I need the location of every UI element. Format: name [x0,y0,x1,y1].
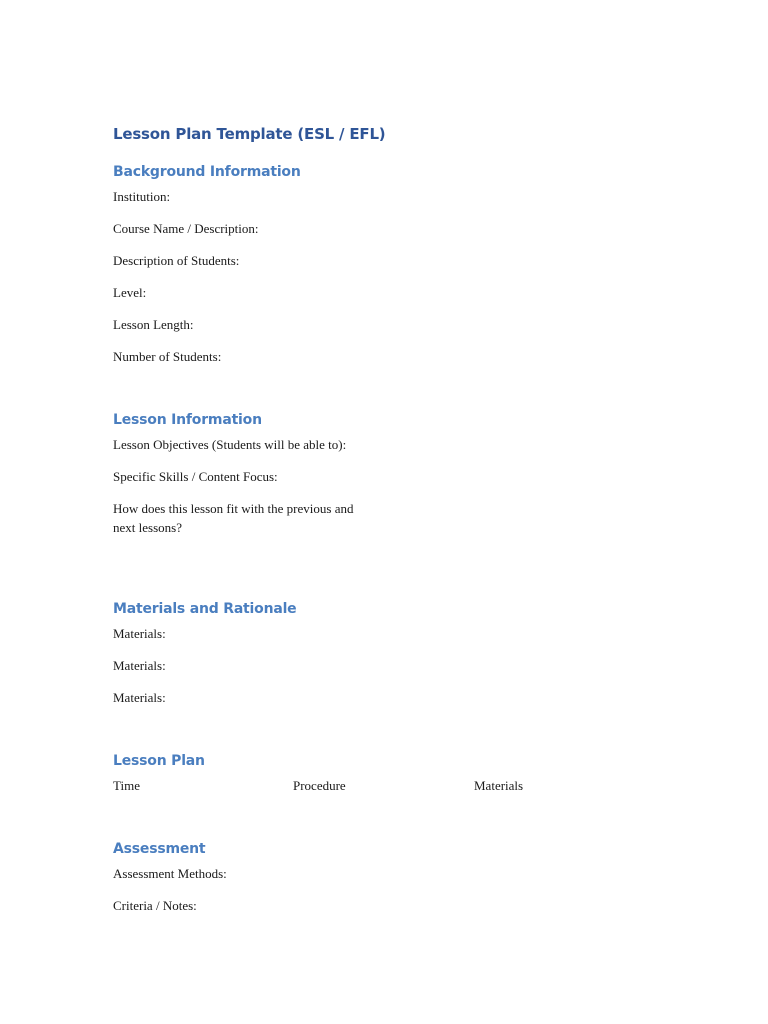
student-description-field-label: Description of Students: [113,253,240,268]
materials-column-header: Materials [474,778,524,793]
background-information-section [113,163,673,379]
lesson-plan-heading: Lesson Plan [113,753,205,769]
assessment-heading: Assessment [113,841,206,857]
materials-field-label: Materials: [113,690,166,705]
number-of-students-field-label: Number of Students: [113,349,222,364]
lesson-objectives-field-label: Lesson Objectives (Students will be able to): [113,437,347,452]
materials-field-label: Materials: [113,658,166,673]
procedure-column-header: Procedure [293,778,346,793]
course-name-field-label: Course Name / Description: [113,221,259,236]
criteria-notes-field-label: Criteria / Notes: [113,898,197,913]
institution-field-label: Institution: [113,189,171,204]
document-title: Lesson Plan Template (ESL / EFL) [113,125,386,143]
skills-content-focus-field-label: Specific Skills / Content Focus: [113,469,278,484]
lesson-length-field-label: Lesson Length: [113,317,194,332]
time-column-header: Time [113,778,140,793]
lesson-plan-column-headers [113,776,673,795]
level-field-label: Level: [113,285,147,300]
background-information-heading: Background Information [113,164,301,180]
materials-rationale-heading: Materials and Rationale [113,601,297,617]
assessment-section [113,840,673,928]
assessment-methods-field-label: Assessment Methods: [113,866,227,881]
materials-rationale-section [113,600,673,720]
lesson-fit-field-label: How does this lesson fit with the previous and next lessons? [113,501,354,535]
materials-field-label: Materials: [113,626,166,641]
lesson-plan-section [113,752,673,795]
lesson-information-heading: Lesson Information [113,412,262,428]
lesson-information-section [113,411,673,550]
